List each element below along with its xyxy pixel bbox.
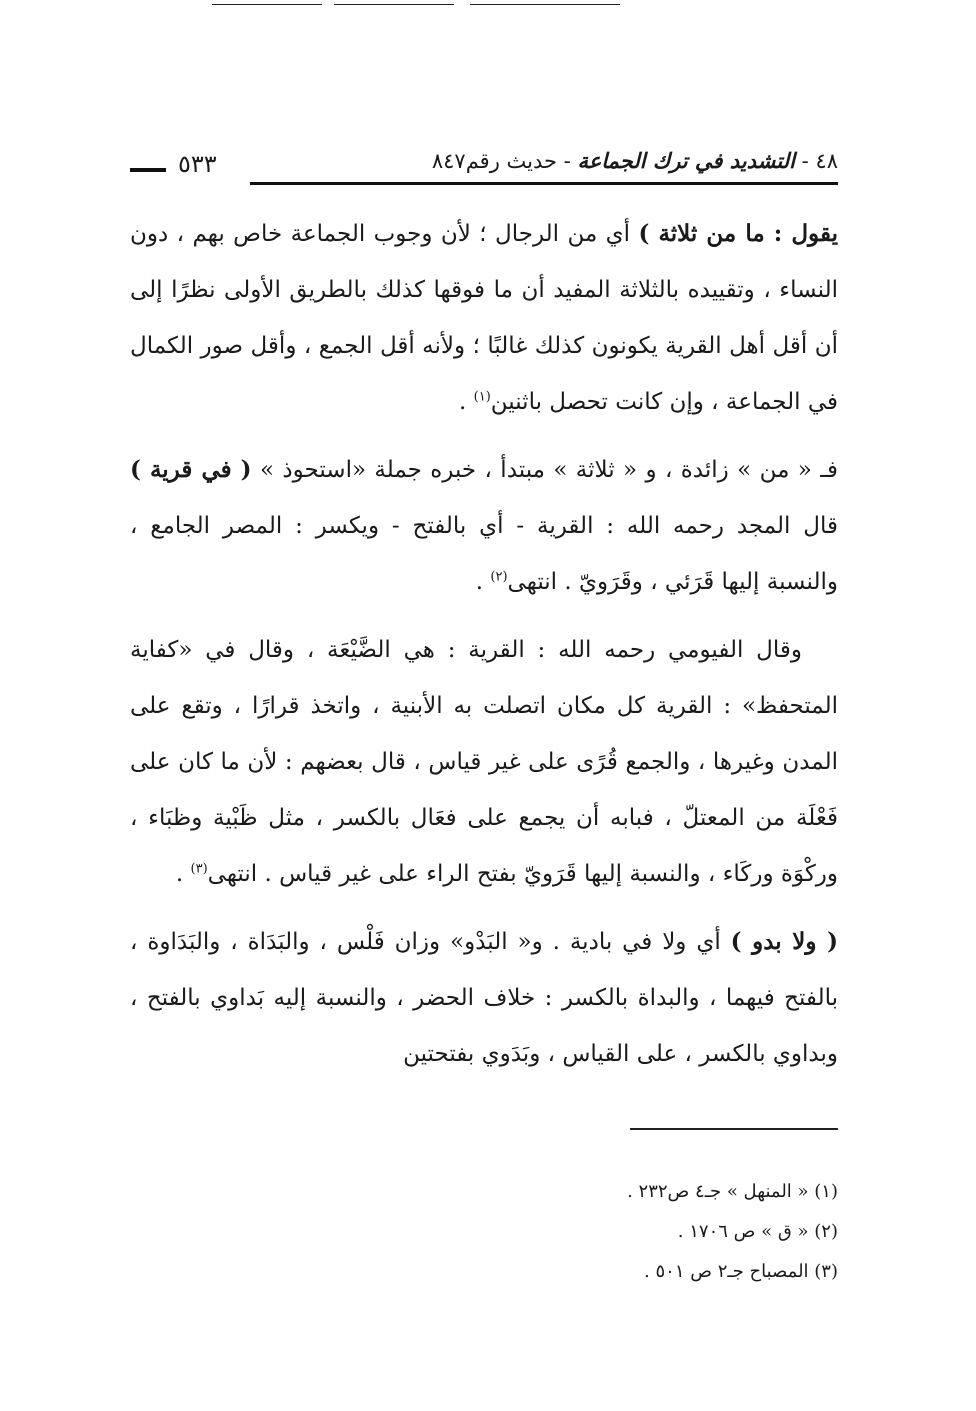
top-rule-3	[470, 4, 620, 5]
text-run: قال المجد رحمه الله : القرية - أي بالفتح - ويكسر : المصر الجامع ، والنسبة إليها قَرَئي ، وقَرَويّ . انتهى	[130, 513, 838, 595]
footnote: (٣) المصباح جـ٢ ص ٥٠١ .	[644, 1261, 838, 1282]
footnote: (١) « المنهل » جـ٤ ص٢٣٢ .	[627, 1181, 838, 1202]
text-run: .	[459, 389, 474, 415]
header-rule	[250, 182, 838, 185]
text-run: وقال الفيومي رحمه الله : القرية : هي الضَّيْعَة ، وقال في «كفاية المتحفظ» : القرية كل مكان اتصلت به الأبنية ، واتخذ قرارًا ، وتقع على المدن وغيرها ، والجمع قُرًى على غير قياس ، قال بعضهم : لأن ما كان على فَعْلَة من المعتلّ ، فبابه أن يجمع على فعَال بالكسر ، مثل ظَبْية وظبَاء ، وركْوَة وركَاء ، والنسبة إليها قَرَويّ بفتح الراء على غير قياس . انتهى	[130, 637, 838, 887]
paragraph	[130, 622, 838, 902]
paragraph	[130, 914, 838, 1082]
footnote-separator	[630, 1128, 838, 1130]
text-run: .	[475, 569, 491, 595]
text-run: فـ « من » زائدة ، و « ثلاثة » مبتدأ ، خبره جملة «استحوذ »	[251, 457, 838, 483]
footnote-marker: (٢)	[490, 569, 508, 585]
text-run: .	[175, 861, 191, 887]
footnote-marker: (٣)	[190, 861, 208, 877]
text-run: أي من الرجال ؛ لأن وجوب الجماعة خاص بهم ، دون النساء ، وتقييده بالثلاثة المفيد أن ما فوقها كذلك بالطريق الأولى نظرًا إلى أن أقل أهل القرية يكونون كذلك غالبًا ؛ ولأنه أقل الجمع ، وأقل صور الكمال في الجماعة ، وإن كانت تحصل باثنين	[130, 221, 838, 415]
top-rule-2	[334, 4, 454, 5]
header-title-tail: - حديث رقم٨٤٧	[431, 149, 578, 173]
top-rule-1	[212, 4, 322, 5]
paragraph	[130, 206, 838, 430]
body-text	[130, 206, 838, 1094]
text-run: أي ولا في بادية . و« البَدْو» وزان فَلْس ، والبَدَاة ، والبَدَاوة ، بالفتح فيهما ، والبداة بالكسر : خلاف الحضر ، والنسبة إليه بَداوي بالفتح ، وبداوي بالكسر ، على القياس ، وبَدَوي بفتحتين	[130, 929, 838, 1067]
bold-text: ( ولا بدو )	[730, 928, 838, 955]
header-title-number: ٤٨ -	[794, 149, 838, 173]
bold-text: ( في قرية )	[130, 456, 252, 483]
footnotes	[130, 1172, 838, 1292]
header-title-bold: التشديد في ترك الجماعة	[577, 148, 795, 173]
footnote-marker: (١)	[473, 389, 491, 405]
bold-text: يقول : ما من ثلاثة )	[638, 220, 838, 247]
footnote: (٢) « ق » ص ١٧٠٦ .	[677, 1221, 838, 1242]
running-header	[130, 148, 838, 184]
header-title	[432, 148, 838, 173]
header-dash	[130, 168, 166, 172]
paragraph	[130, 442, 838, 610]
page-number: ٥٣٣	[178, 150, 217, 178]
